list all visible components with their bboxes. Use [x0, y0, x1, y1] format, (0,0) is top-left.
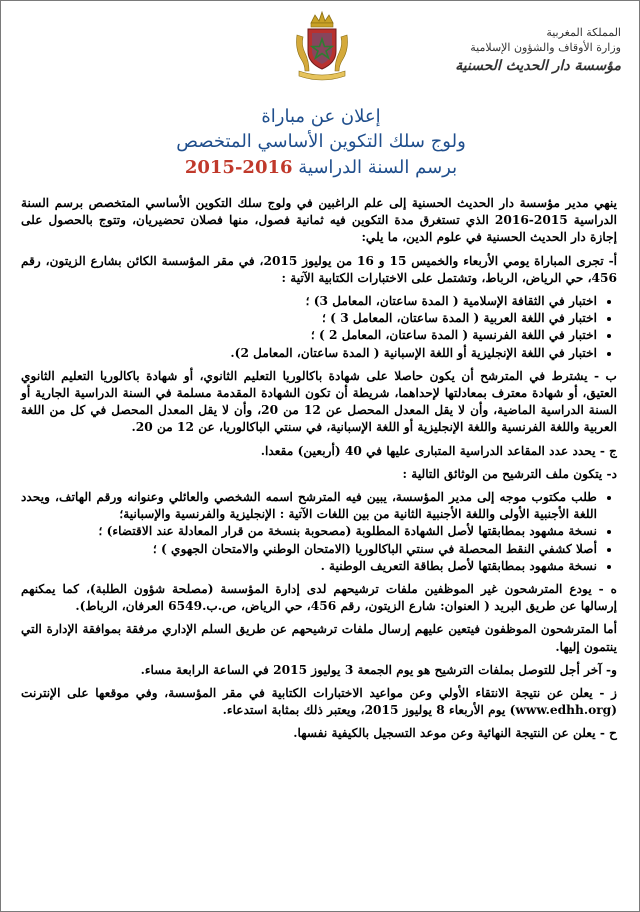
institution-name: مؤسسة دار الحديث الحسنية: [455, 58, 621, 74]
list-item: • أصلا كشفي النقط المحصلة في سنتي الباكالوريا (الامتحان الوطني والامتحان الجهوي ) ؛: [21, 541, 597, 558]
section-d-text: د- يتكون ملف الترشيح من الوثائق التالية :: [402, 466, 617, 481]
announcement-titles: [1, 105, 640, 181]
academic-year-value: 2015-2016: [184, 157, 293, 178]
title-line-2: ولوج سلك التكوين الأساسي المتخصص: [176, 131, 466, 152]
letterhead: [1, 1, 640, 103]
section-a-text: أ- تجرى المباراة يومي الأربعاء والخميس 15 و 16 من يوليوز 2015، في مقر المؤسسة الكائن بشارع الزيتون، رقم 456، حي الرياض، الرباط، وتشتمل على الاختبارات الكتابية الآتية :: [21, 253, 618, 285]
section-b-text: ب - يشترط في المترشح أن يكون حاصلا على شهادة باكالوريا التعليم الثانوي، أو شهادة باكالوريا التعليم الثانوي العتيق، أو شهادة معترف بمعادلتها لإحداهما، شريطة أن تكون الشهادة المقدمة مسلمة في السنة الدراسية الجارية أو السنة الدراسية الماضية، وأن لا يقل المعدل المحصل عن 12 من 20، وأن لا يقل المعدل المحصل في كل من اللغة العربية واللغة الفرنسية واللغة الإنجليزية أو اللغة الإسبانية، في سنتي الباكالوريا، عن 12 من 20.: [21, 368, 617, 435]
title-line-1: إعلان عن مباراة: [261, 106, 381, 127]
announcement-body: [21, 195, 617, 749]
list-item: • نسخة مشهود بمطابقتها لأصل الشهادة المطلوبة (مصحوبة بنسخة من قرار المعادلة عند الاقتضاء) ؛: [21, 523, 597, 540]
section-e-employees-text: أما المترشحون الموظفون فيتعين عليهم إرسال ملفات ترشيحهم عن طريق السلم الإداري مرفقة بموافقة الإدارة التي ينتمون إليها.: [21, 622, 617, 654]
academic-year-label: برسم السنة الدراسية: [298, 157, 458, 178]
ministry-name: وزارة الأوقاف والشؤون الإسلامية: [470, 41, 621, 54]
list-item: • اختبار في اللغة العربية ( المدة ساعتان، المعامل 3 ) ؛: [21, 310, 597, 327]
section-g-results-notice: ز - يعلن عن نتيجة الانتقاء الأولي وعن مواعيد الاختبارات الكتابية في مقر المؤسسة، وفي موقعها على الإنترنت (www.edhh.org) يوم الأربعاء 8 يوليوز 2015، ويعتبر ذلك بمثابة استدعاء.: [21, 686, 617, 718]
section-c-text: ج - يحدد عدد المقاعد الدراسية المتبارى عليها في 40 (أربعين) مقعدا.: [260, 443, 617, 458]
list-item: • اختبار في اللغة الفرنسية ( المدة ساعتان، المعامل 2 ) ؛: [21, 327, 597, 344]
intro-paragraph: ينهي مدير مؤسسة دار الحديث الحسنية إلى علم الراغبين في ولوج سلك التكوين الأساسي المتخصص برسم السنة الدراسية 2015-2016 الذي تستغرق مدة التكوين فيه ثمانية فصول، منها فصلان تحضيريان، وتتوج بالحصول على إجازة دار الحديث الحسنية في علوم الدين، ما يلي:: [21, 196, 618, 245]
section-d-document-list: [21, 489, 617, 575]
institution-name-block: [411, 25, 621, 77]
section-a-exam-list: [21, 293, 617, 362]
section-e-text: ه - يودع المترشحون غير الموظفين ملفات ترشيحهم لدى إدارة المؤسسة (مصلحة شؤون الطلبة)، كما يمكنهم إرسالها عن طريق البريد ( العنوان: شارع الزيتون، رقم 456، حي الرياض، ص.ب.6549 العرفان، الرباط).: [21, 582, 617, 614]
section-h-final-results: ح - يعلن عن النتيجة النهائية وعن موعد التسجيل بالكيفية نفسها.: [293, 726, 617, 741]
list-item: • اختبار في الثقافة الإسلامية ( المدة ساعتان، المعامل 3) ؛: [21, 293, 597, 310]
title-line-3: [1, 155, 640, 181]
moroccan-coat-of-arms-icon: [291, 9, 353, 81]
section-f-deadline: و- آخر أجل للتوصل بملفات الترشيح هو يوم الجمعة 3 يوليوز 2015 في الساعة الرابعة مساء.: [140, 662, 617, 677]
list-item: • اختبار في اللغة الإنجليزية أو اللغة الإسبانية ( المدة ساعتان، المعامل 2).: [21, 345, 597, 362]
list-item: • طلب مكتوب موجه إلى مدير المؤسسة، يبين فيه المترشح اسمه الشخصي والعائلي وعنوانه ورقم الهاتف، ويحدد اللغة الأجنبية الأولى واللغة الأجنبية الثانية من بين اللغات الآتية : الإنجليزية والفرنسية والإسبانية؛: [21, 489, 597, 523]
kingdom-name: المملكة المغربية: [546, 26, 621, 39]
list-item: • نسخة مشهود بمطابقتها لأصل بطاقة التعريف الوطنية .: [21, 558, 597, 575]
